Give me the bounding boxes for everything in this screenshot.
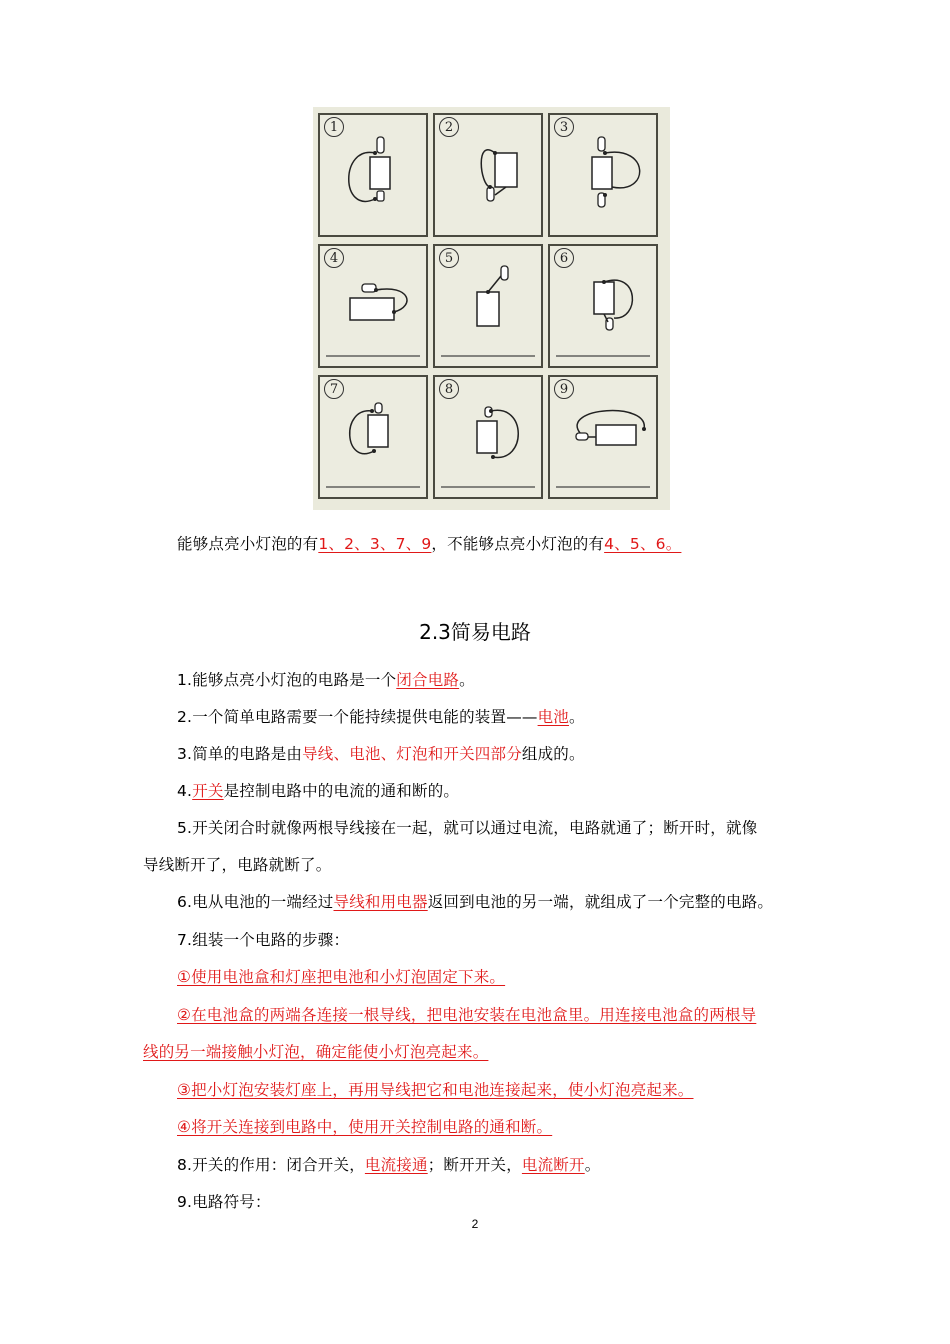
item-text: 2.一个简单电路需要一个能持续提供电能的装置—— — [177, 708, 538, 726]
circuit-drawing — [550, 246, 656, 366]
step-2-line-2: 线的另一端接触小灯泡，确定能使小灯泡亮起来。 — [143, 1043, 489, 1061]
lit-answer: 1、2、3、7、9 — [318, 535, 432, 553]
item-answer: 电池 — [537, 708, 569, 726]
cell-number: 1 — [324, 117, 344, 137]
page-number: 2 — [471, 1217, 479, 1231]
cell-number: 5 — [439, 248, 459, 268]
item-text: 6.电从电池的一端经过 — [177, 893, 334, 911]
item-text: 是控制电路中的电流的通和断的。 — [223, 782, 460, 800]
cell-number: 7 — [324, 379, 344, 399]
item-answer: 开关 — [192, 782, 224, 800]
step-2-line-1: ②在电池盒的两端各连接一根导线，把电池安装在电池盒里。用连接电池盒的两根导 — [177, 1006, 757, 1024]
step-3: ③把小灯泡安装灯座上，再用导线把它和电池连接起来，使小灯泡亮起来。 — [177, 1081, 694, 1099]
item-5-line-1: 5.开关闭合时就像两根导线接在一起，就可以通过电流，电路就通了；断开时，就像 — [177, 819, 758, 837]
item-2 — [177, 706, 585, 728]
circuit-cell-4 — [318, 244, 428, 368]
item-answer: 电流断开 — [521, 1156, 585, 1174]
answer-middle: ，不能够点亮小灯泡的有 — [431, 535, 605, 553]
item-text: 。 — [459, 671, 475, 689]
item-8 — [177, 1154, 600, 1176]
circuit-cell-9 — [548, 375, 658, 499]
item-answer: 闭合电路 — [396, 671, 460, 689]
circuit-figure — [313, 107, 670, 510]
item-answer: 导线和用电器 — [333, 893, 428, 911]
answer-prefix: 能够点亮小灯泡的有 — [177, 535, 319, 553]
item-5-line-2: 导线断开了，电路就断了。 — [143, 856, 332, 874]
item-text: 返回到电池的另一端，就组成了一个完整的电路。 — [427, 893, 774, 911]
circuit-drawing — [550, 115, 656, 235]
cell-number: 9 — [554, 379, 574, 399]
circuit-cell-5 — [433, 244, 543, 368]
cell-number: 2 — [439, 117, 459, 137]
item-text: 4. — [177, 782, 193, 800]
section-heading: 2.3简易电路 — [419, 620, 531, 644]
circuit-cell-8 — [433, 375, 543, 499]
item-text: ；断开开关， — [427, 1156, 522, 1174]
item-text: 组成的。 — [521, 745, 585, 763]
item-answer: 导线、电池、灯泡和开关四部分 — [302, 745, 522, 763]
item-1 — [177, 669, 475, 691]
cell-number: 8 — [439, 379, 459, 399]
cell-number: 3 — [554, 117, 574, 137]
cell-number: 6 — [554, 248, 574, 268]
item-text: 。 — [584, 1156, 601, 1174]
item-9: 9.电路符号： — [177, 1193, 271, 1211]
answer-line — [177, 533, 681, 555]
item-text: 8.开关的作用：闭合开关， — [177, 1156, 365, 1174]
circuit-drawing — [435, 115, 541, 235]
step-4: ④将开关连接到电路中，使用开关控制电路的通和断。 — [177, 1118, 553, 1136]
item-text: 。 — [569, 708, 585, 726]
circuit-drawing — [435, 246, 541, 366]
item-6 — [177, 891, 773, 913]
circuit-drawing — [320, 377, 426, 497]
circuit-cell-1 — [318, 113, 428, 237]
item-text: 3.简单的电路是由 — [177, 745, 303, 763]
item-answer: 电流接通 — [364, 1156, 428, 1174]
item-text: 1.能够点亮小灯泡的电路是一个 — [177, 671, 397, 689]
circuit-drawing — [320, 246, 426, 366]
cell-number: 4 — [324, 248, 344, 268]
circuit-drawing — [320, 115, 426, 235]
item-3 — [177, 743, 585, 765]
unlit-answer: 4、5、6。 — [604, 535, 682, 553]
circuit-cell-3 — [548, 113, 658, 237]
circuit-drawing — [550, 377, 656, 497]
circuit-cell-2 — [433, 113, 543, 237]
item-4 — [177, 780, 459, 802]
circuit-cell-6 — [548, 244, 658, 368]
item-7: 7.组装一个电路的步骤： — [177, 931, 350, 949]
step-1: ①使用电池盒和灯座把电池和小灯泡固定下来。 — [177, 968, 506, 986]
circuit-drawing — [435, 377, 541, 497]
circuit-cell-7 — [318, 375, 428, 499]
